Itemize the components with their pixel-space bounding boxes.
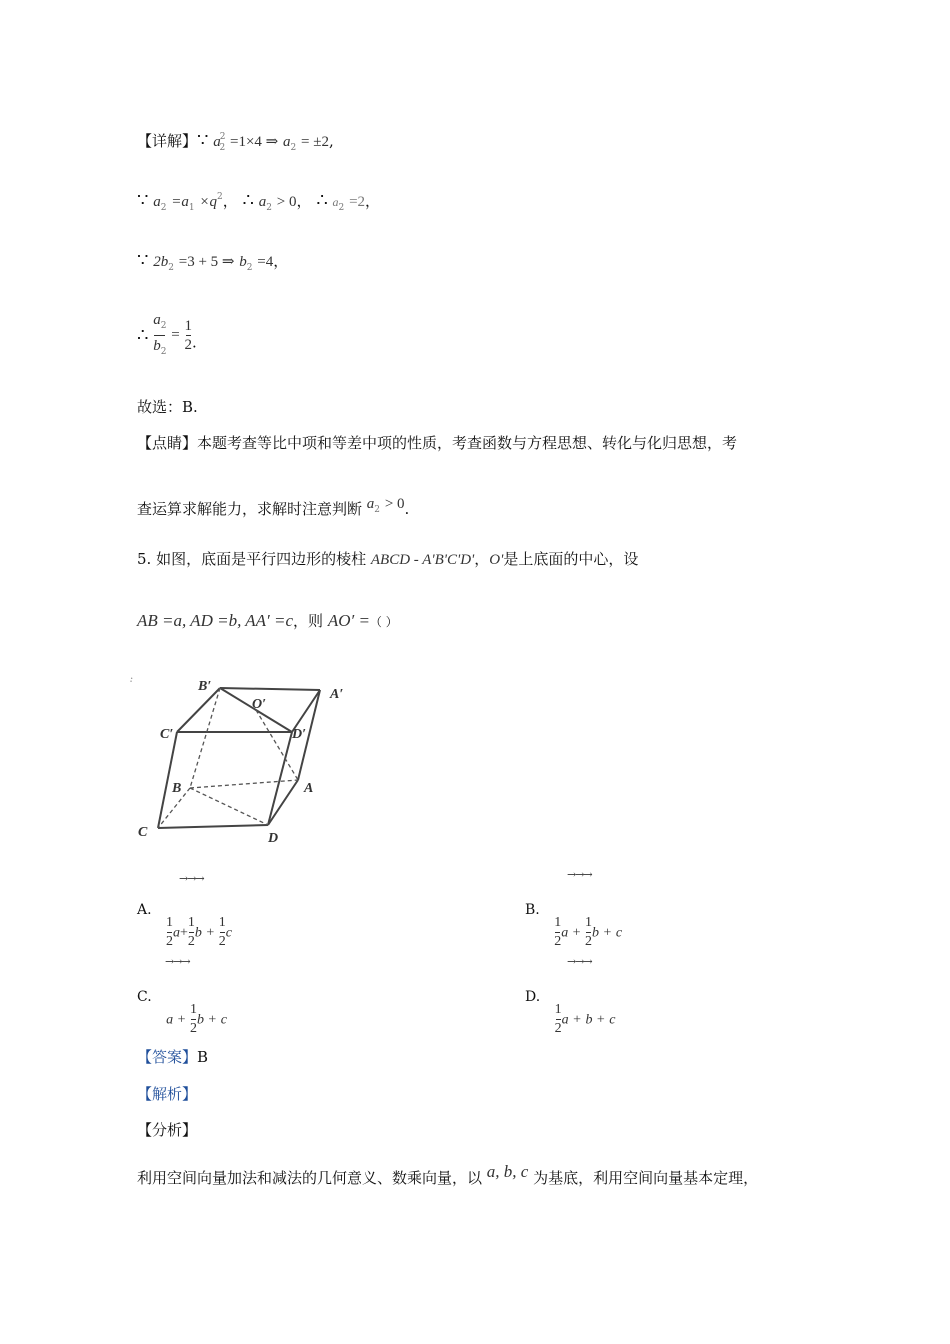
comma: ，	[296, 192, 312, 210]
vector-a: a	[173, 925, 181, 940]
math-sub: 2	[266, 203, 273, 213]
denominator: 2	[218, 933, 226, 949]
therefore-symbol: ∴	[137, 325, 149, 346]
math-2b: 2b	[153, 254, 169, 270]
label-b: B	[172, 781, 182, 796]
vector-a: a	[561, 1012, 569, 1027]
given-vectors: AB =a, AD =b, AA′ =c	[137, 611, 294, 630]
label-o-prime: O′	[252, 697, 267, 712]
question-text: 是上底面的中心，设	[503, 550, 639, 568]
denominator: 2	[187, 933, 195, 949]
numerator: 1	[554, 1001, 562, 1017]
because-symbol: ∵	[197, 130, 209, 151]
option-letter: D.	[525, 989, 541, 1005]
label-b-prime: B′	[198, 679, 212, 694]
analysis-text-line	[137, 1162, 759, 1188]
vector-c: c	[220, 1012, 227, 1027]
math-sub: 2	[219, 143, 226, 153]
math-a2: a	[283, 134, 291, 150]
comma: ，	[222, 192, 238, 210]
math-sub: 2	[160, 203, 167, 213]
detail-label: 【详解】	[137, 132, 198, 150]
plus: +	[572, 925, 581, 940]
numerator: 1	[184, 318, 192, 334]
comment-line-2	[137, 498, 409, 521]
math-sup: 2	[217, 192, 223, 202]
math-a2: a	[153, 312, 161, 328]
answer-value: B	[197, 1048, 209, 1066]
numerator: 1	[585, 914, 593, 930]
comment-text: 本题考查等比中项和等差中项的性质，考查函数与方程思想、转化与化归思想，考	[197, 434, 738, 452]
math-expr: > 0	[384, 496, 405, 512]
analysis-text: 为基底，利用空间向量基本定理，	[533, 1169, 759, 1187]
option-a[interactable]	[137, 872, 232, 951]
plus: +	[208, 1012, 217, 1027]
math-a2: a	[332, 195, 339, 209]
numerator: 1	[218, 914, 226, 930]
vector-c: c	[225, 925, 232, 940]
math-a: a	[213, 134, 221, 150]
because-symbol: ∵	[137, 190, 149, 211]
math-sub: 2	[246, 263, 253, 273]
vector-b: b	[194, 925, 202, 940]
plus: +	[596, 1012, 605, 1027]
plus: +	[206, 925, 215, 940]
math-expr: =a	[171, 194, 189, 210]
math-sup: 2	[219, 132, 226, 142]
option-letter: C.	[137, 989, 152, 1005]
label-c: C	[138, 825, 148, 840]
question-line-1	[137, 548, 638, 569]
comment-line-1	[137, 432, 737, 453]
vector-a: a	[561, 925, 569, 940]
numerator: 1	[166, 914, 174, 930]
math-b2: b	[239, 254, 247, 270]
math-sub: 2	[168, 263, 174, 273]
comma: ，	[273, 252, 289, 270]
comma: ，	[365, 192, 381, 210]
answer-line	[137, 1046, 208, 1067]
detail-line-2	[137, 190, 380, 213]
numerator: 1	[554, 914, 562, 930]
vector-c: c	[615, 925, 623, 940]
math-expr: =1×4 ⇒	[230, 134, 279, 150]
denominator: 2	[184, 337, 192, 353]
label-d: D	[268, 831, 279, 846]
denominator: 2	[554, 1020, 562, 1036]
math-sub: 2	[160, 347, 167, 357]
therefore-symbol: ∴	[316, 190, 328, 211]
fraction-a2-b2	[153, 310, 166, 361]
option-letter: B.	[525, 902, 540, 918]
analysis-text: 利用空间向量加法和减法的几何意义、数乘向量，以	[137, 1169, 483, 1187]
because-symbol: ∵	[137, 250, 149, 271]
math-a2: a	[366, 496, 375, 512]
denominator: 2	[585, 933, 593, 949]
math-expr: > 0	[276, 194, 297, 210]
comment-text: 查运算求解能力，求解时注意判断	[137, 500, 363, 518]
question-line-2	[137, 610, 398, 631]
plus: +	[573, 1012, 581, 1027]
math-sub: 2	[374, 505, 381, 515]
vector-arrows: →→→	[179, 872, 204, 885]
vector-arrows: →→→	[567, 868, 592, 881]
math-expr: =2	[349, 194, 366, 210]
center-point: O'	[489, 552, 504, 568]
period: .	[404, 500, 410, 518]
plus: +	[603, 925, 612, 940]
vector-arrows: →→→	[165, 955, 190, 968]
math-sub: 2	[338, 203, 345, 213]
option-d[interactable]	[525, 955, 615, 1038]
answer-label: 【答案】	[137, 1048, 198, 1066]
math-sub: 1	[188, 203, 195, 213]
numerator: 1	[189, 1001, 197, 1017]
label-a-prime: A′	[330, 687, 344, 702]
math-a2: a	[153, 194, 161, 210]
fraction-one-half	[185, 317, 193, 354]
detail-line-1	[137, 130, 334, 153]
target-vector: AO′ =	[327, 611, 370, 630]
denominator: 2	[554, 933, 562, 949]
plus: +	[177, 1012, 186, 1027]
vector-arrows: →→→	[567, 955, 592, 968]
label-d-prime: D′	[292, 727, 307, 742]
basis-vectors: a, b, c	[486, 1162, 529, 1181]
math-expr: =4	[257, 254, 274, 270]
numerator: 1	[187, 914, 195, 930]
prism-figure	[130, 670, 360, 850]
detail-line-3	[137, 250, 288, 273]
fenxi-label: 【分析】	[137, 1121, 198, 1139]
math-b2: b	[153, 338, 161, 354]
denominator: 2	[189, 1020, 197, 1036]
denominator: 2	[166, 933, 174, 949]
option-c[interactable]	[137, 955, 227, 1038]
comment-label: 【点睛】	[137, 434, 198, 452]
vector-b: b	[592, 925, 600, 940]
math-expr: ×q	[199, 194, 218, 210]
answer-choice-line: 故选：B.	[137, 398, 198, 416]
answer-paren: （ ）	[369, 615, 398, 629]
vector-b: b	[585, 1012, 593, 1027]
math-a2: a	[258, 194, 267, 210]
period: .	[192, 333, 197, 352]
option-b[interactable]	[525, 868, 622, 951]
math-expr: = ±2	[301, 134, 329, 150]
detail-line-4	[137, 310, 197, 361]
analysis-label: 【解析】	[137, 1085, 198, 1103]
comma: ,	[329, 132, 334, 150]
figure-tick: :	[130, 674, 133, 684]
math-sub: 2	[290, 143, 297, 153]
math-sub: 2	[160, 321, 167, 331]
separator: ，	[474, 550, 490, 568]
math-expr: =3 + 5 ⇒	[178, 254, 235, 270]
therefore-symbol: ∴	[242, 190, 254, 211]
vector-c: c	[609, 1012, 616, 1027]
prism-name: ABCD - A'B'C'D'	[370, 552, 475, 568]
label-c-prime: C′	[160, 727, 174, 742]
label-a: A	[304, 781, 314, 796]
vector-a: a	[166, 1012, 174, 1027]
question-text: ，则	[293, 612, 324, 630]
question-text: 5. 如图，底面是平行四边形的棱柱	[137, 550, 367, 568]
math-eq: =	[171, 327, 180, 343]
plus: +	[180, 925, 188, 940]
option-letter: A.	[137, 902, 152, 918]
vector-b: b	[196, 1012, 204, 1027]
